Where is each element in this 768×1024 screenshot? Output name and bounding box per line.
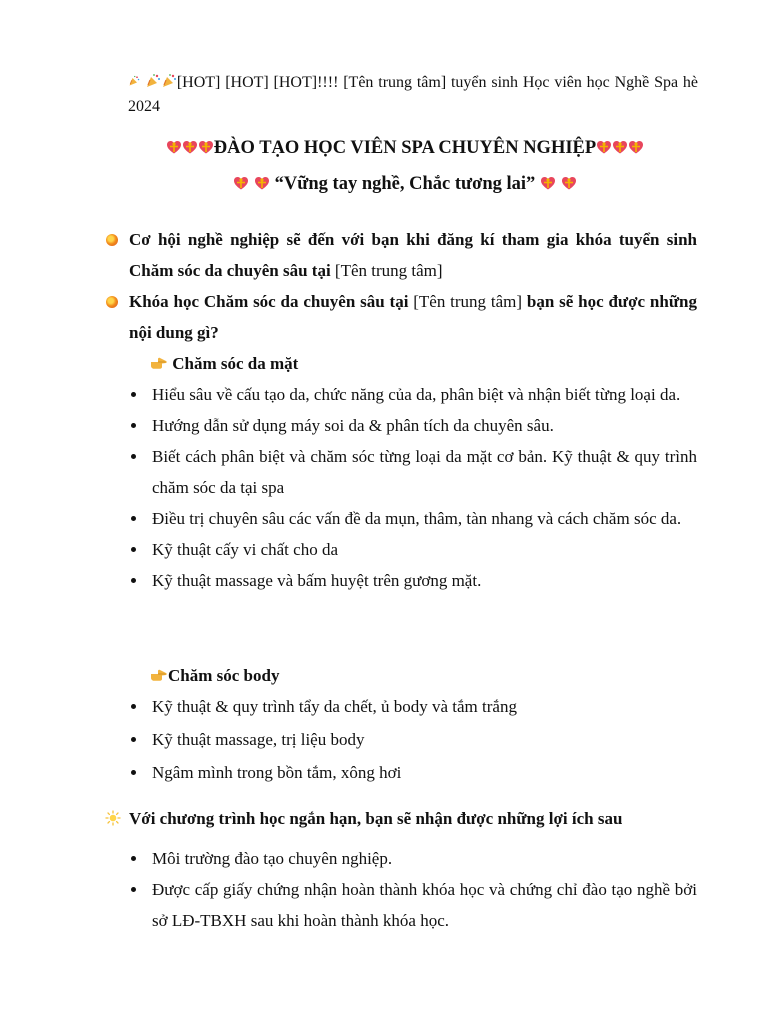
bullet-dot	[131, 392, 136, 397]
bullet-dot	[131, 423, 136, 428]
list-item-text: Hiểu sâu về cấu tạo da, chức năng của da, phân biệt và nhận biết từng loại da.	[152, 385, 681, 404]
list-item	[128, 843, 697, 874]
heart-gift-icon	[166, 139, 182, 155]
list-item	[128, 410, 697, 441]
heart-gift-icon	[596, 139, 612, 155]
course-content-bold-b: bạn sẽ học được những nội dung gì?	[129, 292, 697, 342]
list-item-text: Điều trị chuyên sâu các vấn đề da mụn, thâm, tàn nhang và cách chăm sóc da.	[152, 509, 682, 528]
pointing-hand-icon	[150, 668, 168, 682]
face-care-list	[128, 379, 697, 596]
list-item-text: Kỹ thuật massage, trị liệu body	[152, 730, 365, 749]
bullet-dot	[131, 737, 136, 742]
bullet-dot	[131, 887, 136, 892]
benefits-heading: Với chương trình học ngắn hạn, bạn sẽ nhận được những lợi ích sau	[129, 809, 623, 828]
heart-gift-icon	[561, 175, 577, 191]
center-name-placeholder: [Tên trung tâm]	[330, 261, 443, 280]
list-item-text: Kỹ thuật cấy vi chất cho da	[152, 540, 338, 559]
bullet-dot	[131, 454, 136, 459]
list-item	[128, 757, 697, 788]
heart-gift-icon	[182, 139, 198, 155]
list-item-text: Môi trường đào tạo chuyên nghiệp.	[152, 849, 393, 868]
sun-icon	[105, 810, 121, 826]
heart-gift-icon	[540, 175, 556, 191]
list-item	[128, 724, 697, 755]
heart-gift-icon	[198, 139, 214, 155]
heart-gift-icon	[254, 175, 270, 191]
career-opportunity-bold: Cơ hội nghề nghiệp sẽ đến với bạn khi đăng kí tham gia khóa tuyển sinh Chăm sóc da chuyên sâu tại	[129, 230, 697, 280]
benefits-list	[128, 843, 697, 936]
heart-gift-icon	[612, 139, 628, 155]
orange-bullet-icon	[106, 296, 118, 308]
orange-bullet-icon	[106, 234, 118, 246]
list-item	[128, 441, 697, 503]
party-popper-icon	[161, 73, 177, 89]
list-item-text: Hướng dẫn sử dụng máy soi da & phân tích da chuyên sâu.	[152, 416, 554, 435]
party-popper-icon	[145, 73, 161, 89]
intro-line	[128, 71, 698, 119]
heart-gift-icon	[628, 139, 644, 155]
body-care-heading	[150, 660, 279, 691]
body-care-heading-text: Chăm sóc body	[168, 666, 280, 685]
bullet-dot	[131, 704, 136, 709]
bullet-dot	[131, 547, 136, 552]
list-item-text: Kỹ thuật massage và bấm huyệt trên gương mặt.	[152, 571, 482, 590]
list-item	[128, 503, 697, 534]
list-item-text: Được cấp giấy chứng nhận hoàn thành khóa học và chứng chỉ đào tạo nghề bởi sở LĐ-TBXH sau khi hoàn thành khóa học.	[152, 880, 697, 930]
list-item	[128, 379, 697, 410]
list-item-text: Kỹ thuật & quy trình tẩy da chết, ủ body và tắm trắng	[152, 697, 517, 716]
intro-text: [HOT] [HOT] [HOT]!!!! [Tên trung tâm] tuyển sinh Học viên học Nghề Spa hè 2024	[128, 74, 698, 115]
list-item	[128, 565, 697, 596]
title-line-2	[60, 169, 750, 199]
list-item	[128, 534, 697, 565]
party-popper-icon	[128, 75, 140, 87]
list-item-text: Ngâm mình trong bồn tắm, xông hơi	[152, 763, 402, 782]
main-title: ĐÀO TẠO HỌC VIÊN SPA CHUYÊN NGHIỆP	[213, 138, 597, 158]
section-career-opportunity	[129, 224, 697, 286]
body-care-list	[128, 691, 697, 788]
list-item	[128, 874, 697, 936]
bullet-dot	[131, 856, 136, 861]
face-care-heading	[150, 348, 298, 379]
face-care-heading-text: Chăm sóc da mặt	[172, 354, 299, 373]
bullet-dot	[131, 770, 136, 775]
list-item	[128, 691, 697, 722]
bullet-dot	[131, 516, 136, 521]
bullet-dot	[131, 578, 136, 583]
heart-gift-icon	[233, 175, 249, 191]
list-item-text: Biết cách phân biệt và chăm sóc từng loại da mặt cơ bản. Kỹ thuật & quy trình chăm sóc da tại spa	[152, 447, 697, 497]
slogan: “Vững tay nghề, Chắc tương lai”	[274, 174, 536, 194]
pointing-hand-icon	[150, 356, 168, 370]
course-content-bold-a: Khóa học Chăm sóc da chuyên sâu tại	[129, 292, 409, 311]
section-course-content	[129, 286, 697, 348]
title-line-1	[60, 133, 750, 163]
center-name-placeholder: [Tên trung tâm]	[408, 292, 527, 311]
